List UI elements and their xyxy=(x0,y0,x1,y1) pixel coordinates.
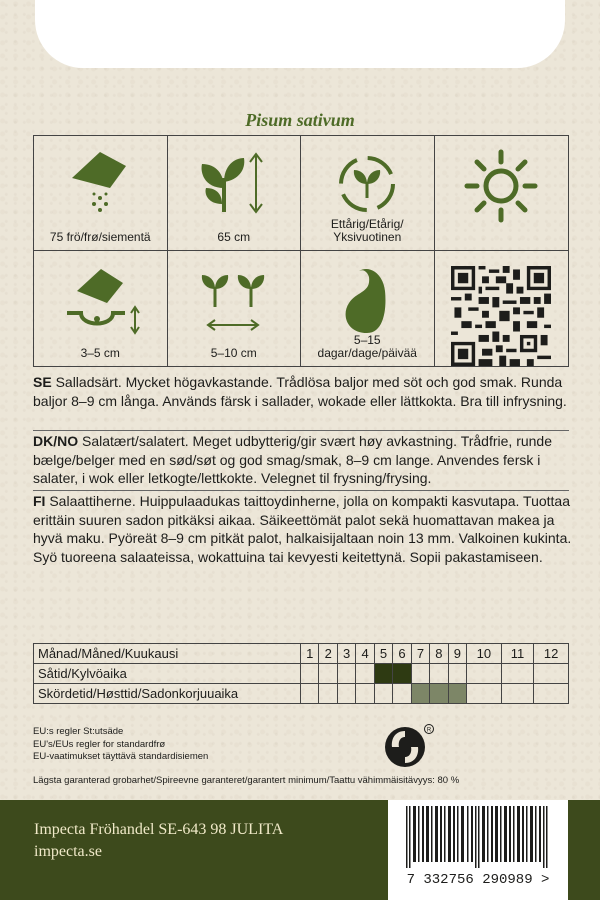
sowing-depth-cell xyxy=(34,251,168,366)
harvest-month-4 xyxy=(356,684,374,704)
month-cell: 9 xyxy=(448,644,466,664)
plant-spacing-cell xyxy=(168,251,302,366)
barcode xyxy=(388,800,568,872)
description-fi-text: Salaattiherne. Huippulaadukas taittoydinherne, jolla on kompakti kasvutapa. Tuottaa erittäin suuren sadon pitkäksi aikaa. Säikeettömät palot sekä huomattavan makea ja hyvä maku. Pyöreät 8–9 cm pitkät palot, halkaisijaltaan noin 13 mm. Valkoinen kukinta. Syö tuoreena salaateissa, wokattuina tai kevyesti keitettynä. Sopii pakastamiseen. xyxy=(33,493,572,565)
lang-code-fi: FI xyxy=(33,493,46,509)
hang-hole xyxy=(35,0,565,68)
sun-cell xyxy=(435,136,569,251)
plant-spacing-caption: 5–10 cm xyxy=(210,346,257,360)
sowing-time-label: Såtid/Kylvöaika xyxy=(34,664,301,684)
sowing-month-2 xyxy=(319,664,337,684)
qr-code-icon[interactable] xyxy=(451,266,551,366)
seed-count-cell xyxy=(34,136,168,251)
harvest-month-10 xyxy=(467,684,502,704)
harvest-month-3 xyxy=(337,684,355,704)
plant-height-cell xyxy=(168,136,302,251)
month-cell: 12 xyxy=(534,644,569,664)
month-cell: 11 xyxy=(501,644,534,664)
latin-name: Pisum sativum xyxy=(245,110,355,130)
germination-cell xyxy=(301,251,435,366)
harvest-month-2 xyxy=(319,684,337,704)
sun-icon xyxy=(461,146,541,226)
sowing-month-8 xyxy=(430,664,448,684)
divider xyxy=(33,490,569,491)
info-icon-grid xyxy=(33,135,569,367)
sowing-month-12 xyxy=(534,664,569,684)
sowing-month-9 xyxy=(448,664,466,684)
description-dk-no-text: Salatært/salatert. Meget udbytterig/gir svært høy avkastning. Trådfrie, runde bælge/belger med en sød/søt og god smag/smak, 8–9 cm lange. Anvendes fersk i salater, i wok eller letkogte/lettkokte. Velegnet til frysning/frysing. xyxy=(33,433,552,486)
sowing-depth-caption: 3–5 cm xyxy=(80,346,120,360)
eu-line-fi: EU-vaatimukset täyttävä standardisiemen xyxy=(33,751,209,762)
plant-height-icon xyxy=(194,148,274,218)
life-cycle-icon xyxy=(327,148,407,218)
harvest-time-row xyxy=(34,684,569,704)
plant-height-caption: 65 cm xyxy=(217,230,251,244)
harvest-month-8 xyxy=(430,684,448,704)
company-website[interactable]: impecta.se xyxy=(34,843,102,860)
description-se xyxy=(33,373,573,410)
month-cell: 3 xyxy=(337,644,355,664)
sowing-month-10 xyxy=(467,664,502,684)
divider xyxy=(33,430,569,431)
green-dot-recycle-icon xyxy=(383,723,435,771)
description-se-text: Salladsärt. Mycket högavkastande. Trådlösa baljor med söt och god smak. Runda baljor 8–9 cm långa. Används färsk i sallader, wokade eller lättkokta. Bra till infrysning. xyxy=(33,374,567,409)
svg-text:R: R xyxy=(426,727,432,734)
month-cell: 10 xyxy=(467,644,502,664)
month-cell: 6 xyxy=(393,644,411,664)
harvest-month-7 xyxy=(411,684,429,704)
eu-standard-text xyxy=(33,726,208,764)
description-dk-no xyxy=(33,432,573,488)
harvest-month-1 xyxy=(301,684,319,704)
calendar-header-row xyxy=(34,644,569,664)
seed-count-caption: 75 frö/frø/siementä xyxy=(49,230,151,244)
company-address: Impecta Fröhandel SE-643 98 JULITA xyxy=(34,821,284,838)
harvest-time-label: Skördetid/Høsttid/Sadonkorjuuaika xyxy=(34,684,301,704)
germination-rate: Lägsta garanterad grobarhet/Spireevne garanteret/garantert minimum/Taattu vähimmäisitävyys: 80 % xyxy=(33,775,460,786)
life-cycle-cell xyxy=(301,136,435,251)
sowing-month-11 xyxy=(501,664,534,684)
germination-icon xyxy=(327,263,407,338)
sowing-month-1 xyxy=(301,664,319,684)
plant-spacing-icon xyxy=(189,263,279,338)
life-cycle-caption: Ettårig/Etårig/ Yksivuotinen xyxy=(330,217,404,244)
eu-line-dk-no: EU's/EUs regler for standardfrø xyxy=(33,738,166,750)
month-cell: 1 xyxy=(301,644,319,664)
sowing-calendar xyxy=(33,643,569,704)
sowing-month-4 xyxy=(356,664,374,684)
lang-code-dk-no: DK/NO xyxy=(33,433,79,449)
germination-caption: 5–15 dagar/dage/päivää xyxy=(317,333,417,360)
sowing-month-3 xyxy=(337,664,355,684)
seed-count-icon xyxy=(60,148,140,218)
harvest-month-6 xyxy=(393,684,411,704)
month-cell: 8 xyxy=(430,644,448,664)
lang-code-se: SE xyxy=(33,374,52,390)
month-cell: 4 xyxy=(356,644,374,664)
barcode-number: 7 332756 290989 > xyxy=(388,869,568,900)
sowing-depth-icon xyxy=(55,263,145,338)
sowing-month-5 xyxy=(374,664,392,684)
description-fi xyxy=(33,492,573,566)
sowing-month-7 xyxy=(411,664,429,684)
month-cell: 2 xyxy=(319,644,337,664)
sowing-time-row xyxy=(34,664,569,684)
harvest-month-11 xyxy=(501,684,534,704)
harvest-month-12 xyxy=(534,684,569,704)
month-cell: 5 xyxy=(374,644,392,664)
qr-cell xyxy=(435,251,569,366)
month-cell: 7 xyxy=(411,644,429,664)
harvest-month-9 xyxy=(448,684,466,704)
sowing-month-6 xyxy=(393,664,411,684)
eu-line-se: EU:s regler St:utsäde xyxy=(33,726,124,737)
calendar-header-label: Månad/Måned/Kuukausi xyxy=(34,644,301,664)
harvest-month-5 xyxy=(374,684,392,704)
barcode-bars-icon xyxy=(396,806,560,868)
